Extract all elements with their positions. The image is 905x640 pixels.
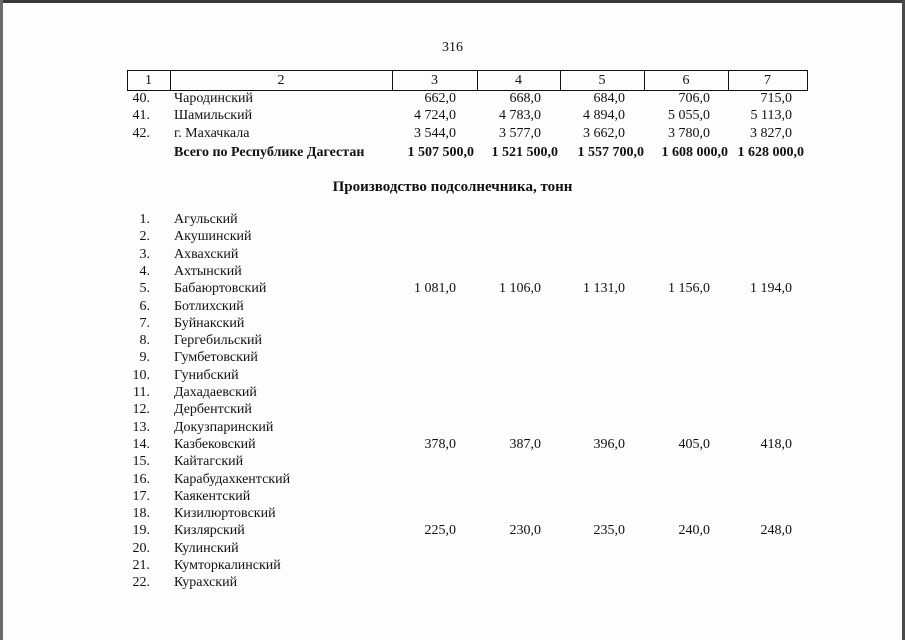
column-header-3: 3 — [431, 73, 438, 88]
row-number: 5. — [139, 281, 150, 297]
value-col-7: 418,0 — [760, 436, 792, 452]
total-col-3: 1 507 500,0 — [407, 145, 474, 160]
value-col-4: 668,0 — [509, 91, 541, 106]
row-number: 13. — [132, 419, 150, 435]
value-col-5: 4 894,0 — [583, 108, 625, 123]
table-column-header — [127, 70, 808, 91]
row-number: 22. — [132, 575, 150, 591]
row-number: 21. — [132, 558, 150, 573]
scan-edge-left — [0, 0, 3, 640]
district-name: Кумторкалинский — [174, 558, 281, 573]
value-col-3: 3 544,0 — [414, 126, 456, 141]
column-header-6: 6 — [682, 73, 690, 88]
district-name: Каякентский — [174, 488, 251, 504]
value-col-6: 3 780,0 — [668, 126, 710, 141]
row-number: 16. — [132, 471, 150, 487]
value-col-7: 5 113,0 — [750, 108, 792, 123]
row-number: 42. — [132, 126, 150, 141]
value-col-4: 230,0 — [509, 523, 541, 539]
row-number: 15. — [132, 454, 150, 470]
district-name: Кайтагский — [174, 454, 244, 470]
row-number: 4. — [139, 263, 150, 279]
district-name: Шамильский — [174, 108, 253, 123]
value-col-4: 1 106,0 — [499, 281, 541, 297]
district-name: Ахвахский — [174, 246, 239, 262]
value-col-5: 1 131,0 — [583, 281, 625, 297]
district-name: Курахский — [174, 575, 238, 591]
value-col-7: 3 827,0 — [750, 126, 792, 141]
section-title: Производство подсолнечника, тонн — [332, 179, 573, 195]
row-number: 2. — [139, 229, 150, 245]
row-number: 1. — [139, 212, 150, 227]
total-col-5: 1 557 700,0 — [577, 145, 644, 160]
district-name: Чародинский — [174, 91, 254, 106]
scan-edge-top — [0, 0, 905, 3]
value-col-6: 5 055,0 — [668, 108, 710, 123]
district-name: Гумбетовский — [174, 350, 258, 366]
district-name: Кулинский — [174, 540, 239, 556]
value-col-3: 4 724,0 — [414, 108, 456, 123]
value-col-6: 240,0 — [678, 523, 710, 539]
row-number: 19. — [132, 523, 150, 539]
district-name: Карабудахкентский — [174, 471, 291, 487]
value-col-3: 1 081,0 — [414, 281, 456, 297]
value-col-7: 715,0 — [760, 91, 792, 106]
district-name: Ботлихский — [174, 298, 244, 314]
row-number: 3. — [139, 246, 150, 262]
value-col-6: 1 156,0 — [668, 281, 710, 297]
row-number: 7. — [139, 315, 150, 331]
page-number: 316 — [442, 40, 463, 55]
value-col-5: 3 662,0 — [583, 126, 625, 141]
row-number: 18. — [132, 506, 150, 522]
district-name: Докузпаринский — [174, 419, 274, 435]
total-col-6: 1 608 000,0 — [661, 145, 728, 160]
district-name: Буйнакский — [174, 315, 245, 331]
row-number: 6. — [139, 298, 150, 314]
district-name: Дербентский — [174, 402, 252, 418]
row-number: 20. — [132, 540, 150, 556]
value-col-4: 4 783,0 — [499, 108, 541, 123]
column-header-5: 5 — [598, 73, 606, 88]
value-col-3: 378,0 — [424, 436, 456, 452]
row-number: 9. — [139, 350, 150, 366]
value-col-7: 1 194,0 — [750, 281, 792, 297]
value-col-6: 405,0 — [678, 436, 710, 452]
total-label: Всего по Республике Дагестан — [174, 145, 365, 160]
value-col-4: 387,0 — [509, 436, 541, 452]
row-number: 12. — [132, 402, 150, 418]
value-col-6: 706,0 — [678, 91, 710, 106]
column-header-2: 2 — [277, 73, 285, 88]
value-col-4: 3 577,0 — [499, 126, 541, 141]
value-col-3: 662,0 — [424, 91, 456, 106]
row-number: 10. — [132, 367, 150, 383]
total-col-7: 1 628 000,0 — [737, 145, 804, 160]
value-col-7: 248,0 — [760, 523, 792, 539]
row-number: 8. — [139, 333, 150, 349]
district-name: Ахтынский — [174, 263, 242, 279]
value-col-5: 396,0 — [593, 436, 625, 452]
column-header-4: 4 — [515, 73, 522, 88]
row-number: 14. — [132, 436, 150, 452]
district-name: Акушинский — [174, 229, 252, 245]
district-name: Дахадаевский — [174, 385, 257, 400]
row-number: 41. — [132, 108, 150, 123]
row-number: 17. — [132, 488, 150, 504]
district-name: Гергебильский — [174, 333, 262, 349]
column-header-7: 7 — [764, 73, 771, 88]
row-number: 11. — [133, 385, 150, 400]
value-col-5: 235,0 — [593, 523, 625, 539]
value-col-3: 225,0 — [424, 523, 456, 539]
district-name: Агульский — [174, 212, 238, 227]
district-name: Казбековский — [174, 436, 256, 452]
district-name: Гунибский — [174, 367, 239, 383]
row-number: 40. — [132, 91, 150, 106]
value-col-5: 684,0 — [593, 91, 625, 106]
district-name: Кизилюртовский — [174, 506, 276, 522]
total-col-4: 1 521 500,0 — [491, 145, 558, 160]
district-name: Кизлярский — [174, 523, 245, 539]
district-name: г. Махачкала — [174, 126, 250, 141]
column-header-1: 1 — [145, 73, 152, 88]
district-name: Бабаюртовский — [174, 281, 267, 297]
